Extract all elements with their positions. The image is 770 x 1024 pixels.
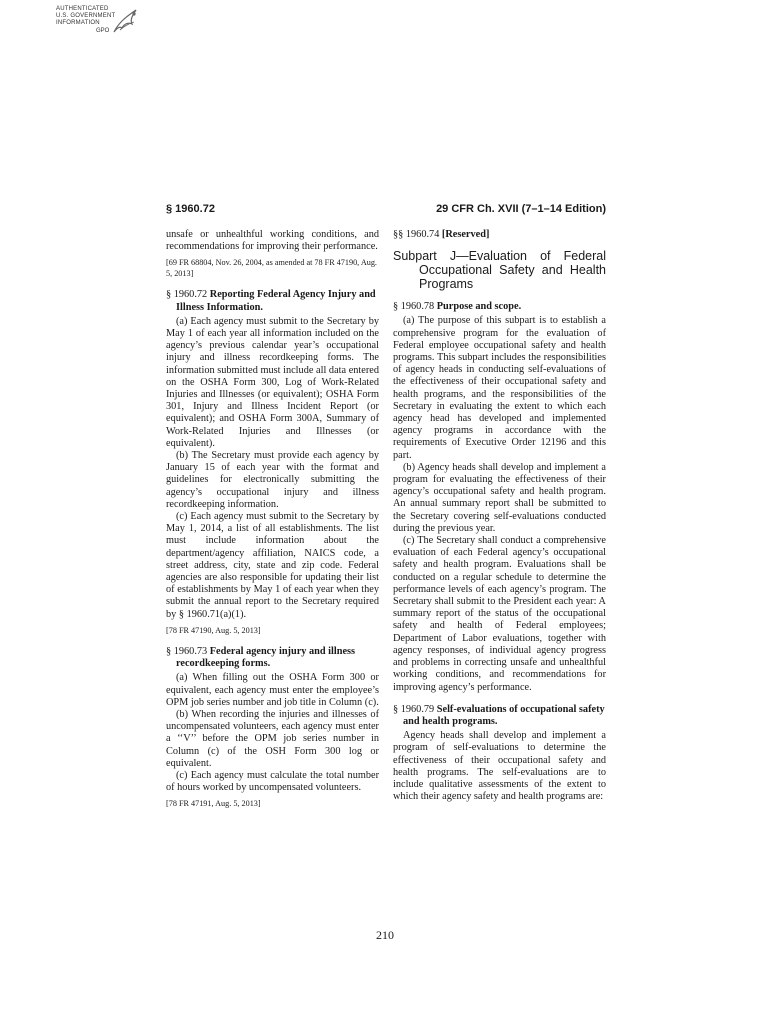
- section-title: Purpose and scope.: [436, 301, 522, 313]
- paragraph: (b) Agency heads shall develop and implement a program for evaluating the effectiveness of their agency’s occupational safety and health program. An annual summary report shall be submitted to the Secretary covering self-evaluations conducted during the previous year.: [393, 461, 606, 534]
- citation: [69 FR 68804, Nov. 26, 2004, as amended at 78 FR 47190, Aug. 5, 2013]: [166, 258, 377, 279]
- eagle-icon: [110, 6, 142, 38]
- paragraph: (c) Each agency must submit to the Secretary by May 1, 2014, a list of all establishments. The list must include information about the department/agency affiliation, NAICS code, a street address, city, state and zip code. Federal agencies are also responsible for updating their list of establishments by May 1 of each year when they submit the annual report to the Secretary required by § 1960.71(a)(1).: [166, 511, 379, 620]
- subpart-heading: Subpart J—Evaluation of Federal Occupational Safety and Health Programs: [393, 249, 606, 292]
- section-title: Federal agency injury and illness recordkeeping forms.: [176, 645, 356, 670]
- citation: [78 FR 47190, Aug. 5, 2013]: [166, 625, 261, 635]
- section-number: § 1960.78: [393, 301, 435, 313]
- section-number: § 1960.72: [166, 289, 208, 301]
- page-number: 210: [376, 928, 394, 942]
- reserved-number: §§ 1960.74: [393, 229, 440, 240]
- section-heading-1960-72: [166, 289, 379, 313]
- section-title: Self-evaluations of occupational safety and health programs.: [403, 703, 605, 727]
- logo-text: [56, 6, 115, 27]
- section-heading-1960-78: [393, 301, 606, 313]
- right-column: [393, 229, 606, 803]
- logo-line-1: AUTHENTICATED: [56, 6, 109, 12]
- running-head-edition: 29 CFR Ch. XVII (7–1–14 Edition): [436, 203, 606, 215]
- running-head-section: § 1960.72: [166, 203, 215, 215]
- paragraph: (b) The Secretary must provide each agency by January 15 of each year with the format and guidelines for electronically submitting the agency’s occupational injury and illness recordkeeping information.: [166, 450, 379, 510]
- section-heading-1960-79: [393, 704, 606, 728]
- running-head: [166, 203, 606, 219]
- paragraph: (c) The Secretary shall conduct a comprehensive evaluation of each Federal agency’s occupational safety and health program. Evaluations shall be conducted on a regular schedule to determine the performance levels of each agency’s program. The Secretary shall submit to the President each year: A summary report of the status of the occupational safety and health of Federal employees; Department of Labor evaluations, together with agency responses, of individual agency progress and problems in correcting unsafe and unhealthful working conditions, and recommendations for improving agency’s performance.: [393, 535, 606, 693]
- citation: [78 FR 47191, Aug. 5, 2013]: [166, 799, 261, 809]
- paragraph: (a) The purpose of this subpart is to establish a comprehensive program for the evaluation of Federal employee occupational safety and health programs. This subpart includes the responsibilities of agency heads in conducting self-evaluations of the effectiveness of their occupational safety and health programs, and the responsibilities of the Secretary in evaluating the extent to which each agency head has developed and implemented agency programs in accordance with the requirements of Executive Order 12196 and this part.: [393, 315, 606, 461]
- paragraph: (b) When recording the injuries and illnesses of uncompensated volunteers, each agency must enter a ‘‘V’’ before the OPM job series number in Column (c) of the OSH Form 300 log or equivalent.: [166, 708, 379, 769]
- reserved-section: [393, 229, 606, 241]
- continuation-paragraph: unsafe or unhealthful working conditions, and recommendations for improving their performance.: [166, 229, 379, 253]
- paragraph: (a) Each agency must submit to the Secretary by May 1 of each year all information included on the agency’s previous calendar year’s occupational injury and illness recordkeeping forms. The information submitted must include all data entered on the OSHA Form 300, Log of Work-Related Injuries and Illnesses (or equivalent); OSHA Form 301, Injury and Illness Incident Report (or equivalent); and OSHA Form 300A, Summary of Work-Related Injuries and Illnesses (or equivalent).: [166, 315, 379, 449]
- section-number: § 1960.79: [393, 703, 435, 715]
- paragraph: (c) Each agency must calculate the total number of hours worked by uncompensated volunteers.: [166, 769, 379, 794]
- logo-line-3: INFORMATION: [56, 20, 100, 26]
- section-number: § 1960.73: [166, 645, 208, 657]
- gpo-authentication-logo: [56, 6, 146, 46]
- paragraph: Agency heads shall develop and implement a program of self-evaluations to determine the effectiveness of their occupational safety and health programs. The self-evaluations are to include qualitative assessments of the extent to which their agency safety and health programs are:: [393, 730, 606, 803]
- left-column: [166, 229, 379, 819]
- reserved-label: [Reserved]: [441, 229, 490, 240]
- paragraph: (a) When filling out the OSHA Form 300 or equivalent, each agency must enter the employee’s OPM job series number and job title in Column (c).: [166, 672, 379, 708]
- logo-line-2: U.S. GOVERNMENT: [56, 13, 116, 19]
- section-title: Reporting Federal Agency Injury and Illness Information.: [176, 289, 376, 313]
- section-heading-1960-73: [166, 646, 379, 670]
- logo-gpo: GPO: [96, 28, 110, 34]
